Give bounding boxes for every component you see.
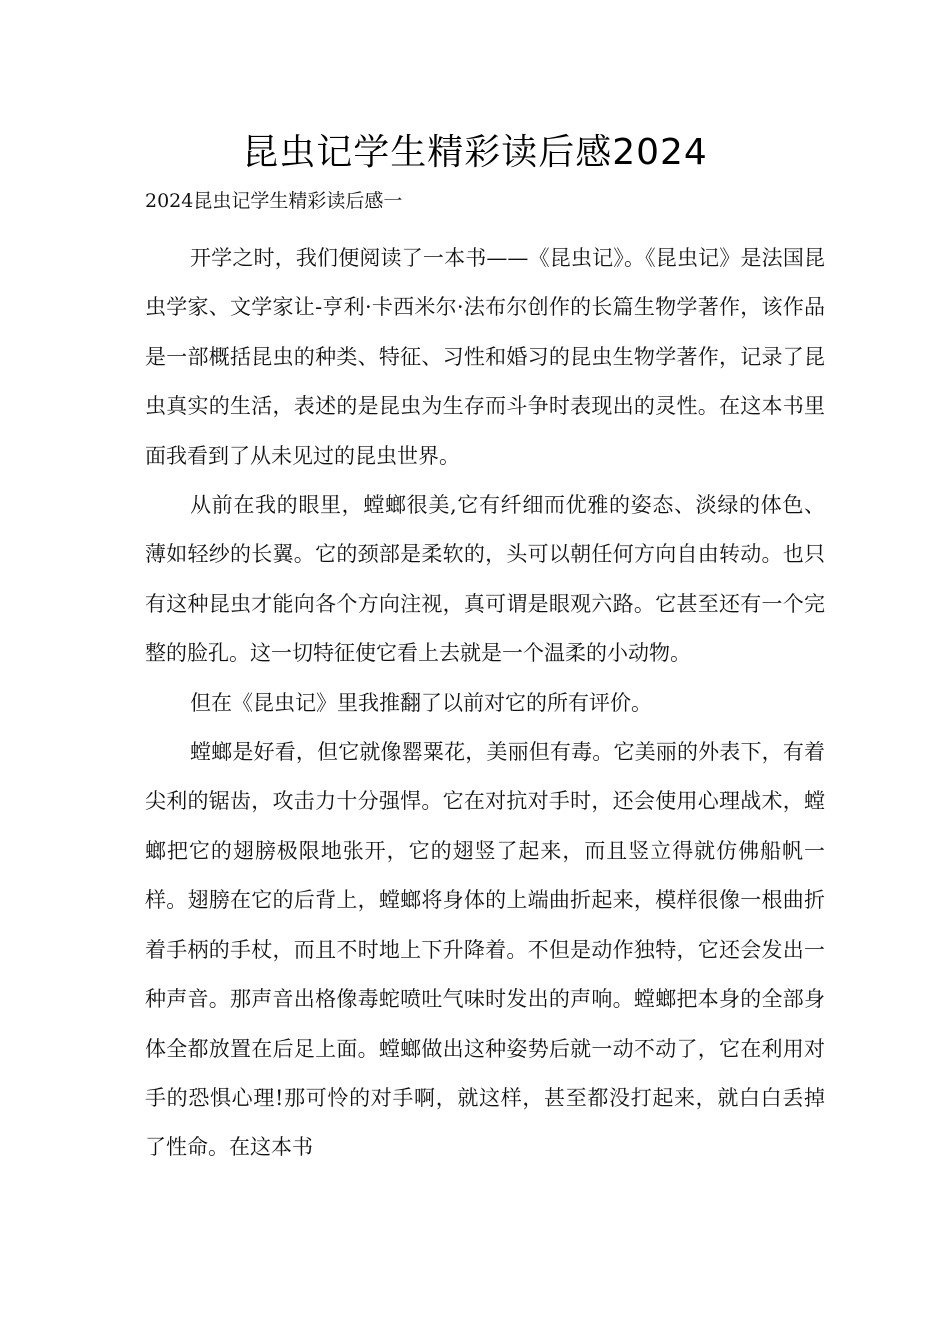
section-heading: 2024昆虫记学生精彩读后感一 <box>145 190 403 212</box>
paragraph-4: 螳螂是好看，但它就像罂粟花，美丽但有毒。它美丽的外表下，有着尖利的锯齿，攻击力十分强悍。它在对抗对手时，还会使用心理战术，螳螂把它的翅膀极限地张开，它的翅竖了起来，而且竖立得就仿佛船帆一样。翅膀在它的后背上，螳螂将身体的上端曲折起来，模样很像一根曲折着手柄的手杖，而且不时地上下升降着。不但是动作独特，它还会发出一种声音。那声音出格像毒蛇喷吐气味时发出的声响。螳螂把本身的全部身体全都放置在后足上面。螳螂做出这种姿势后就一动不动了，它在利用对手的恐惧心理!那可怜的对手啊，就这样，甚至都没打起来，就白白丢掉了性命。在这本书 <box>145 740 825 1160</box>
body-text <box>145 234 825 1173</box>
paragraph-2: 从前在我的眼里，螳螂很美,它有纤细而优雅的姿态、淡绿的体色、薄如轻纱的长翼。它的颈部是柔软的，头可以朝任何方向自由转动。也只有这种昆虫才能向各个方向注视，真可谓是眼观六路。它甚至还有一个完整的脸孔。这一切特征使它看上去就是一个温柔的小动物。 <box>145 493 825 666</box>
paragraph-3: 但在《昆虫记》里我推翻了以前对它的所有评价。 <box>190 690 652 715</box>
paragraph-1: 开学之时，我们便阅读了一本书——《昆虫记》。《昆虫记》是法国昆虫学家、文学家让-亨利·卡西米尔·法布尔创作的长篇生物学著作，该作品是一部概括昆虫的种类、特征、习性和婚习的昆虫生物学著作，记录了昆虫真实的生活，表述的是昆虫为生存而斗争时表现出的灵性。在这本书里面我看到了从未见过的昆虫世界。 <box>145 246 825 468</box>
document-title: 昆虫记学生精彩读后感2024 <box>242 132 708 173</box>
